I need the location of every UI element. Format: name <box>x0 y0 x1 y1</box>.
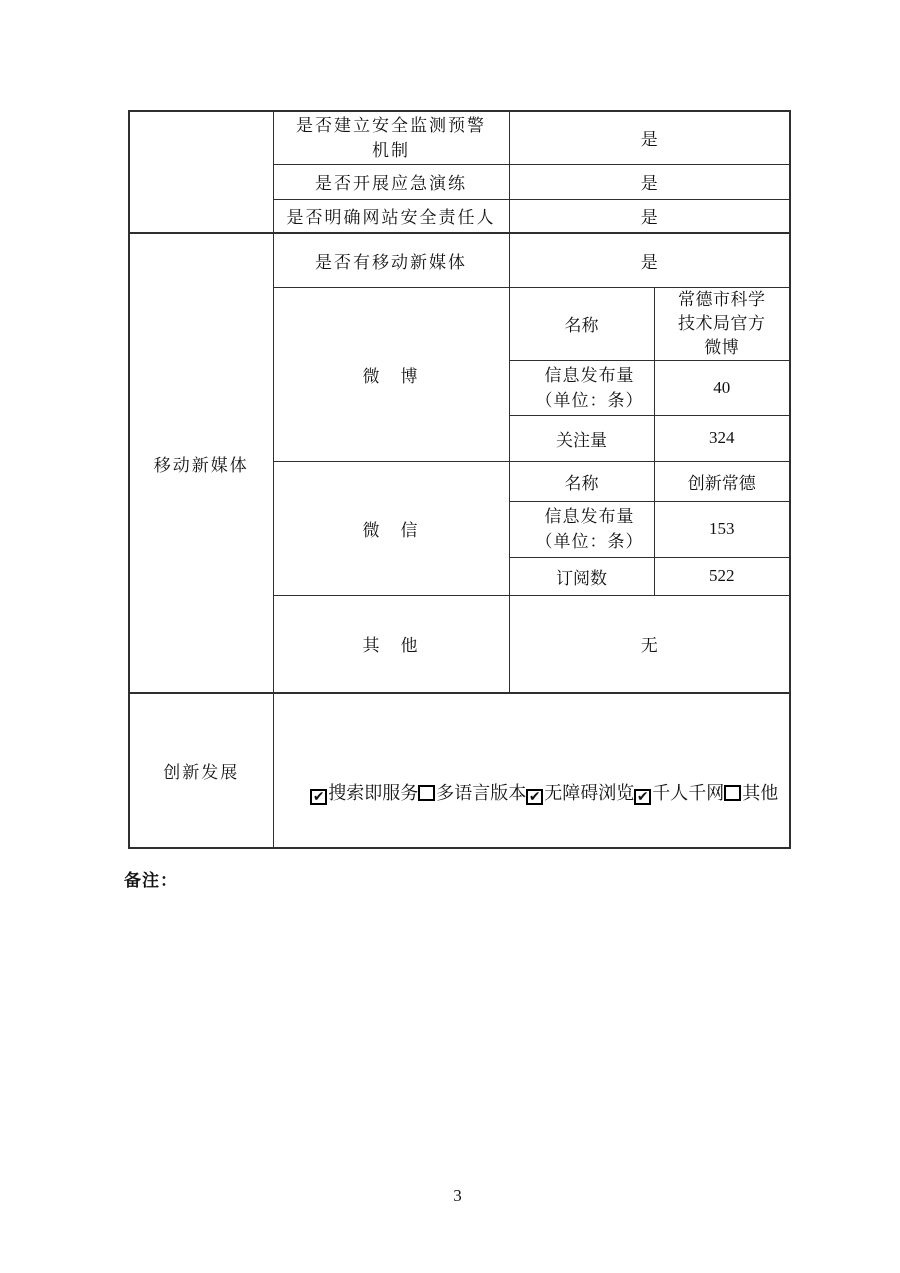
wechat-volume-value-cell: 153 <box>654 501 790 557</box>
weibo-header-cell: 微 博 <box>273 287 509 461</box>
checkbox-option-label: 其他 <box>742 782 779 803</box>
label-line: （单位：条） <box>535 390 644 410</box>
label-line: 是否建立安全监测预警 <box>296 115 486 135</box>
checkbox-option-label: 无障碍浏览 <box>544 782 635 803</box>
other-media-value-cell: 无 <box>509 595 790 693</box>
page-number: 3 <box>453 1186 462 1205</box>
checkbox-checked-icon[interactable] <box>634 789 651 805</box>
emergency-drill-label-cell: 是否开展应急演练 <box>273 164 509 199</box>
wechat-subscribers-value-cell: 522 <box>654 557 790 595</box>
checkbox-unchecked-icon[interactable] <box>724 785 741 801</box>
weibo-volume-label-cell <box>509 360 654 415</box>
innovation-section-header: 创新发展 <box>129 693 273 848</box>
annual-report-table <box>128 110 791 849</box>
wechat-subscribers-label-cell: 订阅数 <box>509 557 654 595</box>
label-line: 机制 <box>372 140 410 160</box>
label-line: 信息发布量 <box>544 507 635 526</box>
table-row <box>129 233 790 287</box>
checkbox-checked-icon[interactable] <box>310 789 327 805</box>
weibo-name-label-cell: 名称 <box>509 287 654 360</box>
checkbox-unchecked-icon[interactable] <box>418 785 435 801</box>
label-line: （单位：条） <box>535 532 644 551</box>
checkbox-option-multilanguage[interactable] <box>418 779 526 805</box>
weibo-volume-value-cell: 40 <box>654 360 790 415</box>
emergency-drill-value-cell: 是 <box>509 164 790 199</box>
check-mark: ✔ <box>312 788 325 805</box>
checkbox-option-search-service[interactable] <box>310 779 418 805</box>
checkbox-option-label: 多语言版本 <box>436 782 527 803</box>
weibo-followers-value-cell: 324 <box>654 415 790 461</box>
wechat-name-label-cell: 名称 <box>509 461 654 501</box>
has-mobile-media-value-cell: 是 <box>509 233 790 287</box>
check-mark: ✔ <box>528 788 541 805</box>
label-line: 信息发布量 <box>544 365 635 385</box>
weibo-name-value-cell: 常德市科学技术局官方微博 <box>654 287 790 360</box>
wechat-volume-label-cell <box>509 501 654 557</box>
security-officer-value-cell: 是 <box>509 199 790 233</box>
security-officer-label-cell: 是否明确网站安全责任人 <box>273 199 509 233</box>
other-media-label-cell: 其 他 <box>273 595 509 693</box>
table-row <box>129 111 790 164</box>
notes-label: 备注： <box>124 871 178 890</box>
security-monitor-label-cell <box>273 111 509 164</box>
checkbox-checked-icon[interactable] <box>526 789 543 805</box>
wechat-name-value-cell: 创新常德 <box>654 461 790 501</box>
empty-section-header-cell <box>129 111 273 233</box>
mobile-media-section-header: 移动新媒体 <box>129 233 273 693</box>
innovation-options-cell <box>273 693 790 848</box>
has-mobile-media-label-cell: 是否有移动新媒体 <box>273 233 509 287</box>
wechat-header-cell: 微 信 <box>273 461 509 595</box>
checkbox-option-label: 千人千网 <box>652 782 725 803</box>
table-row <box>129 693 790 848</box>
weibo-followers-label-cell: 关注量 <box>509 415 654 461</box>
checkbox-option-label: 搜索即服务 <box>328 782 419 803</box>
check-mark: ✔ <box>636 788 649 805</box>
checkbox-option-personalized[interactable] <box>634 779 724 805</box>
security-monitor-value-cell: 是 <box>509 111 790 164</box>
checkbox-option-other[interactable] <box>724 779 778 805</box>
checkbox-option-accessibility[interactable] <box>526 779 634 805</box>
